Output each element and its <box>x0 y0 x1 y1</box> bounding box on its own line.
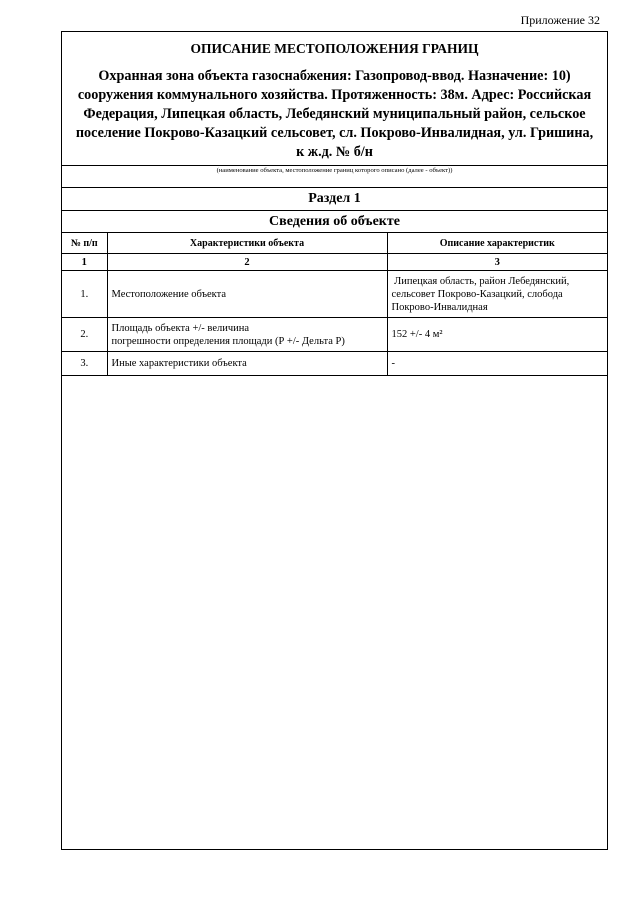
row-number: 1. <box>62 271 107 318</box>
index-cell: 1 <box>62 254 107 271</box>
characteristic-cell <box>107 271 387 318</box>
object-description-line: Федерация, Липецкая область, Лебедянский муниципальный район, сельское <box>83 106 586 122</box>
table-header-row <box>62 233 607 254</box>
object-description <box>62 67 607 162</box>
characteristic-text: Местоположение объекта <box>111 288 227 300</box>
column-header-number: № п/п <box>62 233 107 254</box>
table-row <box>62 352 607 376</box>
object-description-line: поселение Покрово-Казацкий сельсовет, сл. Покрово-Инвалидная, ул. Гришина, <box>75 125 594 141</box>
index-cell: 2 <box>107 254 387 271</box>
value-text: Покрово-Инвалидная <box>391 301 488 313</box>
object-description-line: к ж.д. № б/н <box>296 144 373 160</box>
value-cell <box>387 318 607 352</box>
characteristic-text: Площадь объекта +/- величина <box>111 322 250 334</box>
object-caption: (наименование объекта, местоположение границ которого описано (далее - объект)) <box>62 165 607 179</box>
characteristic-text: погрешности определения площади (Р +/- Дельта Р) <box>111 335 345 347</box>
object-description-line: сооружения коммунального хозяйства. Протяженность: 38м. Адрес: Российская <box>77 87 592 103</box>
document-title: ОПИСАНИЕ МЕСТОПОЛОЖЕНИЯ ГРАНИЦ <box>190 41 479 56</box>
table-row <box>62 318 607 352</box>
table-index-row <box>62 254 607 271</box>
appendix-label: Приложение 32 <box>520 13 600 27</box>
row-number: 2. <box>62 318 107 352</box>
row-number: 3. <box>62 352 107 376</box>
characteristic-text: Иные характеристики объекта <box>111 358 247 369</box>
column-header-characteristic: Характеристики объекта <box>107 233 387 254</box>
characteristic-cell <box>107 318 387 352</box>
object-description-line: Охранная зона объекта газоснабжения: Газопровод-ввод. Назначение: 10) <box>98 68 571 84</box>
object-info-table <box>62 232 607 376</box>
table-row <box>62 271 607 318</box>
value-text: Липецкая область, район Лебедянский, <box>391 275 570 287</box>
value-text: 152 +/- 4 м² <box>391 329 443 340</box>
value-cell <box>387 352 607 376</box>
value-text: - <box>391 358 395 369</box>
characteristic-cell <box>107 352 387 376</box>
section-number: Раздел 1 <box>62 187 607 210</box>
value-text: сельсовет Покрово-Казацкий, слобода <box>391 288 563 300</box>
value-cell <box>387 271 607 318</box>
document-frame <box>61 31 608 850</box>
column-header-description: Описание характеристик <box>387 233 607 254</box>
index-cell: 3 <box>387 254 607 271</box>
section-name: Сведения об объекте <box>62 210 607 232</box>
